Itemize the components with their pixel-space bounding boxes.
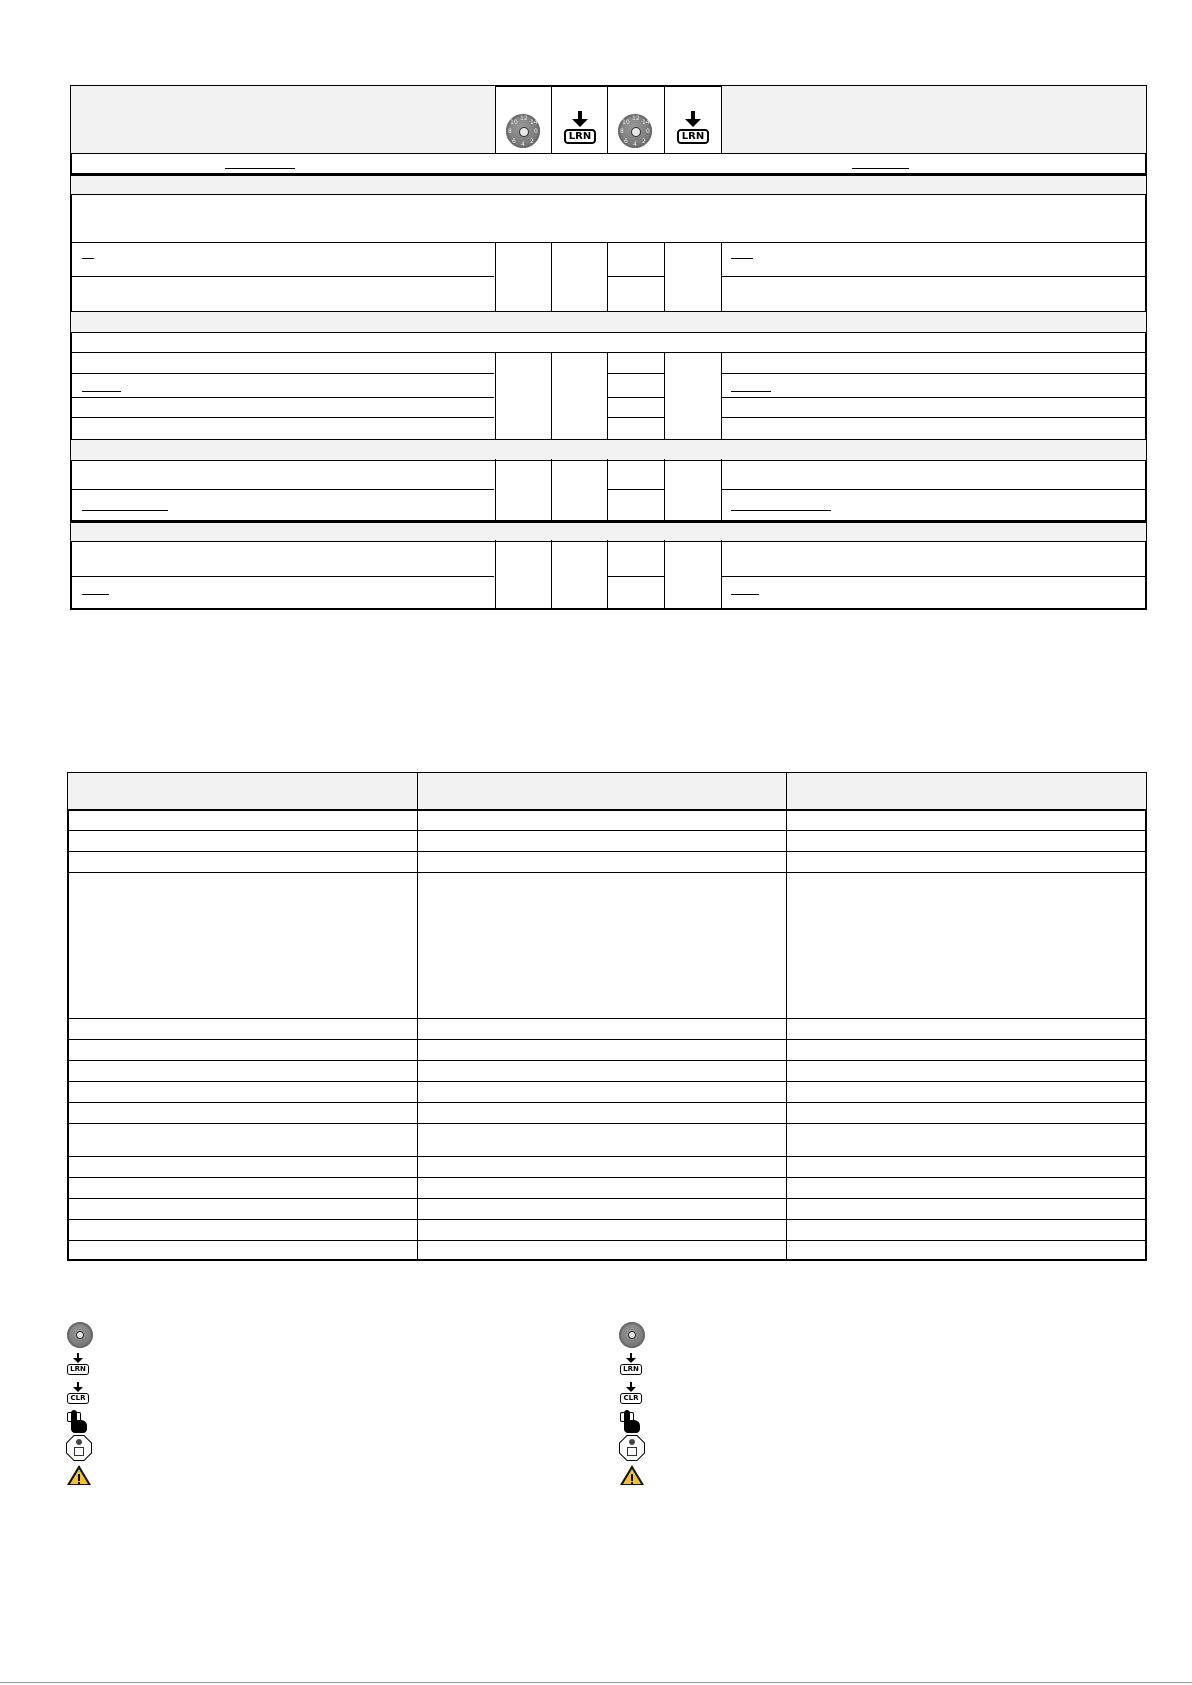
section-band: [71, 175, 1146, 195]
clear-button-icon: CLR: [67, 1382, 89, 1405]
config-table-header-right: [721, 86, 1146, 153]
rotary-switch-icon: [619, 1322, 645, 1348]
rotary-switch-icon: 12 14 0 2 4 6 8 10: [618, 114, 652, 148]
rotary-switch-icon: 12 14 0 2 4 6 8 10: [506, 114, 540, 148]
rotary-switch-icon: [67, 1322, 93, 1348]
touch-hand-icon: [620, 1410, 642, 1434]
section-band: [71, 522, 1146, 542]
section-band: [71, 311, 1146, 333]
learn-button-icon: LRN: [67, 1353, 89, 1376]
config-table-header-left: [71, 86, 495, 153]
section-band: [71, 439, 1146, 461]
spec-table-header: [68, 773, 1146, 809]
spec-table: [67, 772, 1147, 1261]
learn-button-icon: LRN: [564, 111, 596, 147]
clear-button-icon: CLR: [620, 1382, 642, 1405]
learn-button-icon: LRN: [677, 111, 709, 147]
touch-hand-icon: [67, 1410, 89, 1434]
page-footer-rule: [0, 1682, 1192, 1683]
subtitle-underline-right: [852, 168, 909, 169]
subtitle-underline-left: [225, 168, 295, 169]
learn-button-icon: LRN: [620, 1353, 642, 1376]
